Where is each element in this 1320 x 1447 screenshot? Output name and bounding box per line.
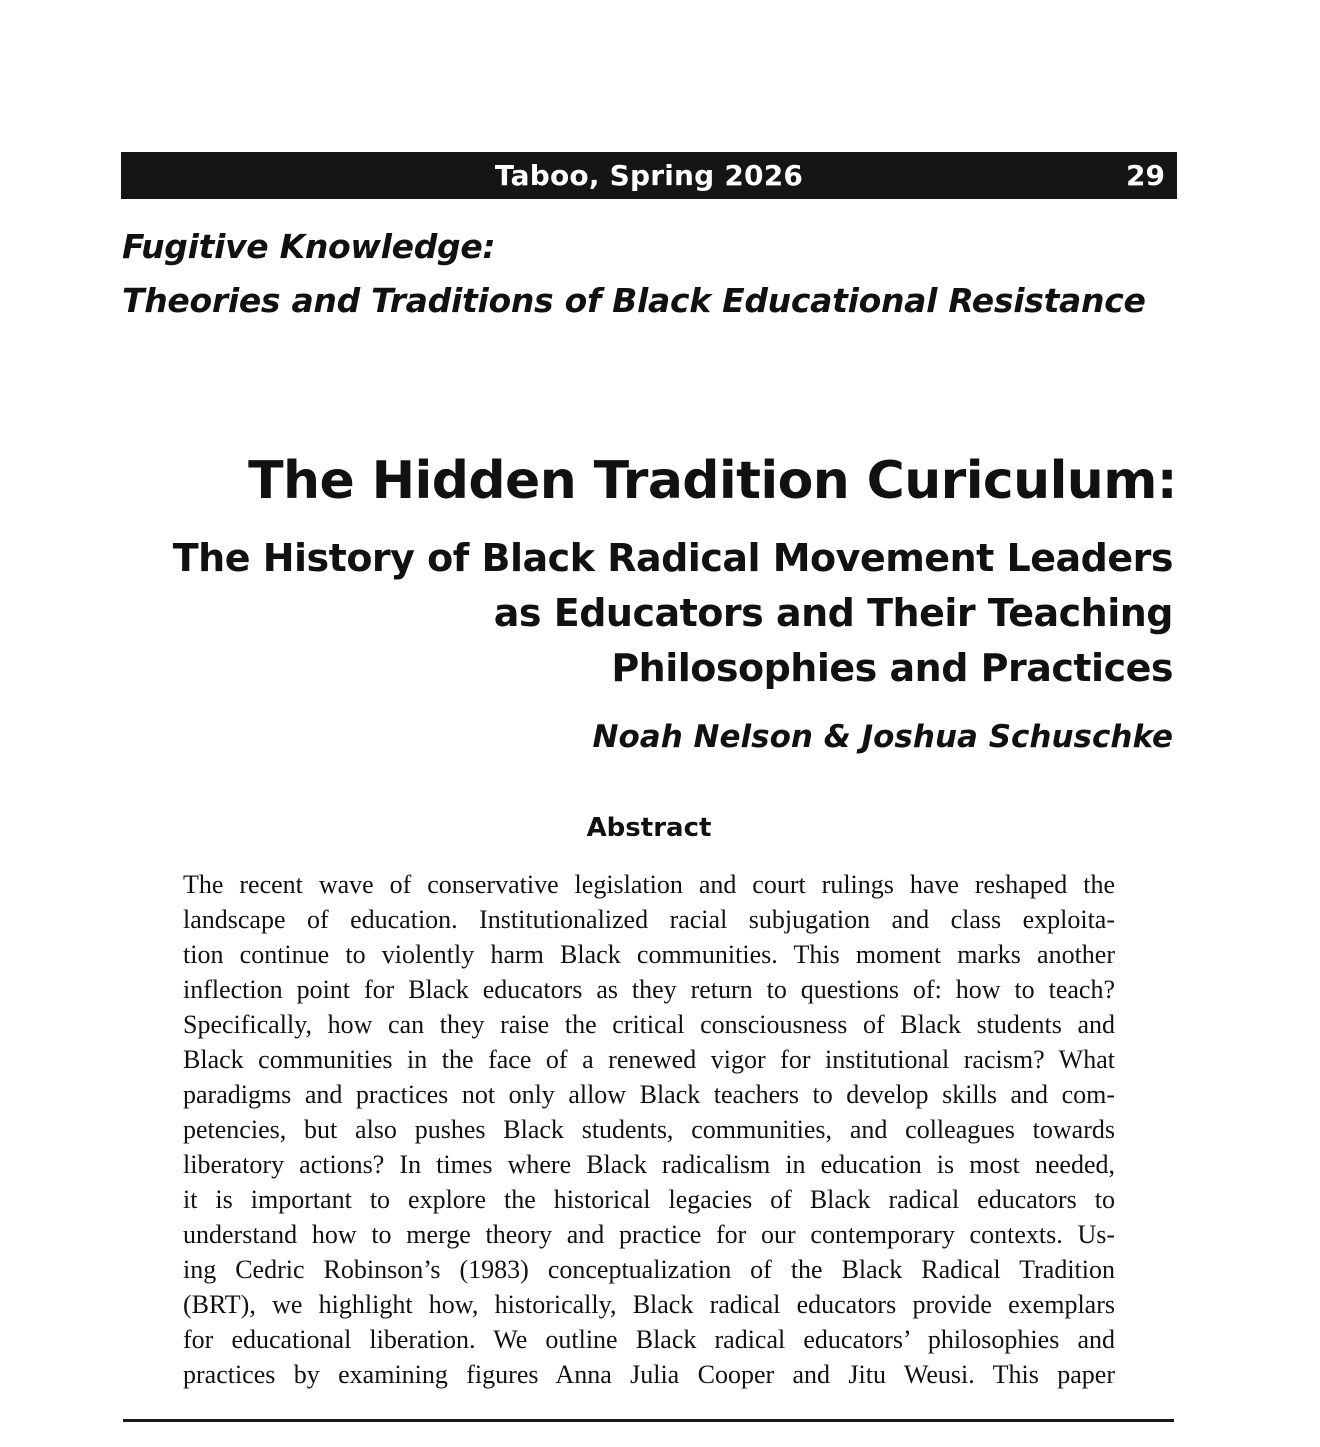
section-title: [122, 220, 1222, 328]
abstract-line: practices by examining figures Anna Julia Cooper and Jitu Weusi. This paper: [183, 1360, 1115, 1389]
authors: Noah Nelson & Joshua Schuschke: [592, 719, 1173, 755]
section-title-line-1: Fugitive Knowledge:: [122, 227, 496, 266]
abstract-line: ing Cedric Robinson’s (1983) conceptualization of the Black Radical Tradition: [183, 1255, 1115, 1284]
abstract-line: understand how to merge theory and practice for our contemporary contexts. Us-: [183, 1220, 1115, 1249]
abstract-line: liberatory actions? In times where Black radicalism in education is most needed,: [183, 1150, 1115, 1179]
abstract-line: for educational liberation. We outline Black radical educators’ philosophies and: [183, 1325, 1115, 1354]
journal-issue: Taboo, Spring 2026: [494, 159, 804, 192]
article-subtitle: [73, 531, 1173, 696]
section-title-line-2: Theories and Traditions of Black Educational Resistance: [122, 281, 1146, 320]
subtitle-line: as Educators and Their Teaching: [493, 591, 1173, 635]
running-header: [121, 152, 1177, 199]
subtitle-line: Philosophies and Practices: [611, 646, 1173, 690]
footer-rule: [123, 1419, 1174, 1422]
abstract-line: it is important to explore the historical legacies of Black radical educators to: [183, 1185, 1115, 1214]
abstract-line: petencies, but also pushes Black students, communities, and colleagues towards: [183, 1115, 1115, 1144]
subtitle-line: The History of Black Radical Movement Leaders: [172, 536, 1173, 580]
abstract-line: tion continue to violently harm Black communities. This moment marks another: [183, 940, 1115, 969]
abstract-line: paradigms and practices not only allow Black teachers to develop skills and com-: [183, 1080, 1115, 1109]
abstract-line: inflection point for Black educators as they return to questions of: how to teach?: [183, 975, 1115, 1004]
abstract-line: landscape of education. Institutionalized racial subjugation and class exploita-: [183, 905, 1115, 934]
abstract-line: The recent wave of conservative legislation and court rulings have reshaped the: [183, 870, 1115, 899]
abstract-line: Black communities in the face of a renewed vigor for institutional racism? What: [183, 1045, 1115, 1074]
page-number: 29: [1126, 159, 1165, 192]
abstract-body: [183, 867, 1115, 1392]
abstract-line: Specifically, how can they raise the critical consciousness of Black students and: [183, 1010, 1115, 1039]
abstract-heading: Abstract: [586, 813, 712, 843]
abstract-line: (BRT), we highlight how, historically, Black radical educators provide exemplars: [183, 1290, 1115, 1319]
article-title: The Hidden Tradition Curiculum:: [248, 451, 1177, 511]
